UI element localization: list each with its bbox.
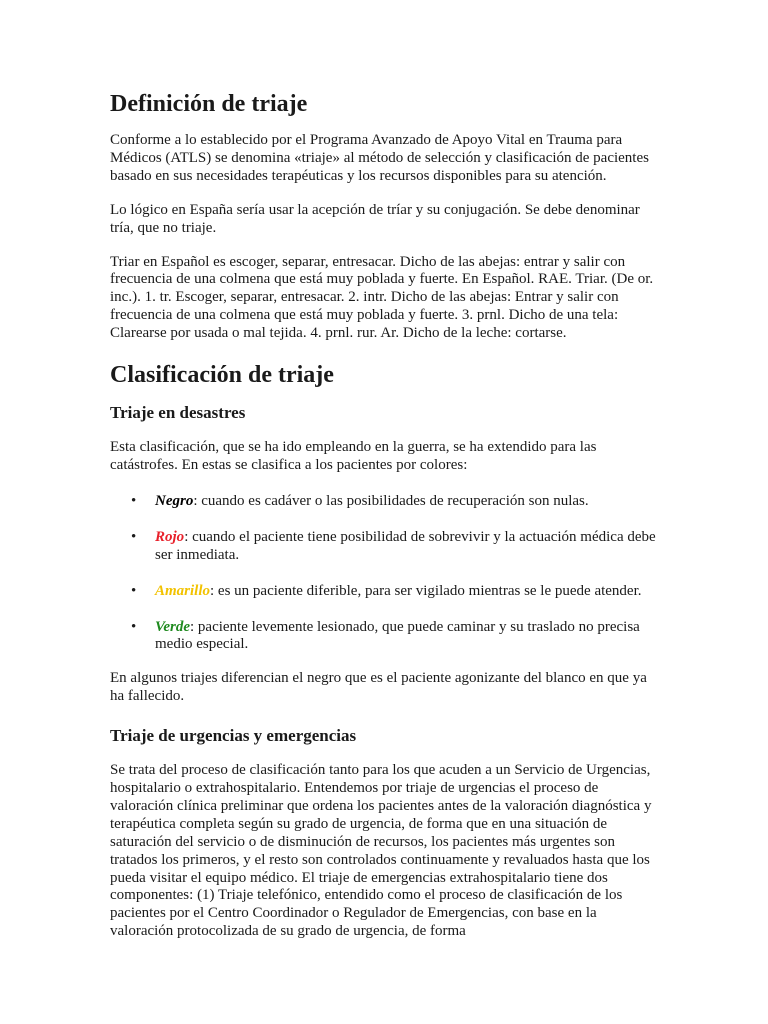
bullet-icon: •	[131, 618, 137, 635]
heading-definicion: Definición de triaje	[110, 91, 308, 117]
category-text: : paciente levemente lesionado, que puede caminar y su traslado no precisa medio especial.	[155, 618, 640, 653]
list-item-amarillo	[110, 583, 658, 601]
subheading-urgencias: Triaje de urgencias y emergencias	[110, 726, 357, 746]
category-text: : cuando el paciente tiene posibilidad de sobrevivir y la actuación médica debe ser inmediata.	[155, 528, 656, 563]
paragraph-atls: Conforme a lo establecido por el Programa Avanzado de Apoyo Vital en Trauma para Médicos (ATLS) se denomina «triaje» al método de selección y clasificación de pacientes basado en sus necesidades terapéuticas y los recursos disponibles para su atención.	[110, 132, 649, 184]
bullet-icon: •	[131, 528, 137, 545]
bullet-icon: •	[131, 582, 137, 599]
color-list	[110, 493, 658, 654]
category-name: Amarillo	[155, 582, 211, 599]
bullet-icon: •	[131, 492, 137, 509]
document-page	[110, 88, 658, 941]
category-name: Verde	[155, 618, 190, 635]
paragraph-negro-blanco: En algunos triajes diferencian el negro que es el paciente agonizante del blanco en que ya ha fallecido.	[110, 670, 647, 705]
category-name: Rojo	[155, 528, 185, 545]
category-text: : es un paciente diferible, para ser vigilado mientras se le puede atender.	[210, 582, 642, 599]
list-item-verde	[110, 619, 658, 655]
list-item-rojo	[110, 529, 658, 565]
paragraph-espana: Lo lógico en España sería usar la acepción de tríar y su conjugación. Se debe denominar tría, que no triaje.	[110, 201, 640, 236]
category-name: Negro	[155, 492, 194, 509]
subheading-desastres: Triaje en desastres	[110, 403, 246, 423]
list-item-negro	[110, 493, 658, 511]
heading-clasificacion: Clasificación de triaje	[110, 362, 334, 389]
paragraph-urgencias: Se trata del proceso de clasificación tanto para los que acuden a un Servicio de Urgencias, hospitalario o extrahospitalario. Entendemos por triaje de urgencias el proceso de valoración clínica preliminar que ordena los pacientes antes de la valoración diagnóstica y terapéutica completa según su grado de urgencia, de forma que en una situación de saturación del servicio o de disminución de recursos, los pacientes más urgentes son tratados los primeros, y el resto son controlados continuamente y revaluados hasta que los pueda visitar el equipo médico. El triaje de emergencias extrahospitalario tiene dos componentes: (1) Triaje telefónico, entendido como el proceso de clasificación de los pacientes por el Centro Coordinador o Regulador de Emergencias, con base en la valoración protocolizada de su grado de urgencia, de forma	[110, 762, 652, 940]
category-text: : cuando es cadáver o las posibilidades de recuperación son nulas.	[193, 492, 589, 509]
paragraph-colores: Esta clasificación, que se ha ido empleando en la guerra, se ha extendido para las catástrofes. En estas se clasifica a los pacientes por colores:	[110, 439, 597, 473]
paragraph-triar: Triar en Español es escoger, separar, entresacar. Dicho de las abejas: entrar y salir con frecuencia de una colmena que está muy poblada y fuerte. En Español. RAE. Triar. (De or. inc.). 1. tr. Escoger, separar, entresacar. 2. intr. Dicho de las abejas: Entrar y salir con frecuencia de una colmena que está muy poblada y fuerte. 3. prnl. Dicho de una tela: Clarearse por usada o mal tejida. 4. prnl. rur. Ar. Dicho de la leche: cortarse.	[110, 253, 654, 342]
